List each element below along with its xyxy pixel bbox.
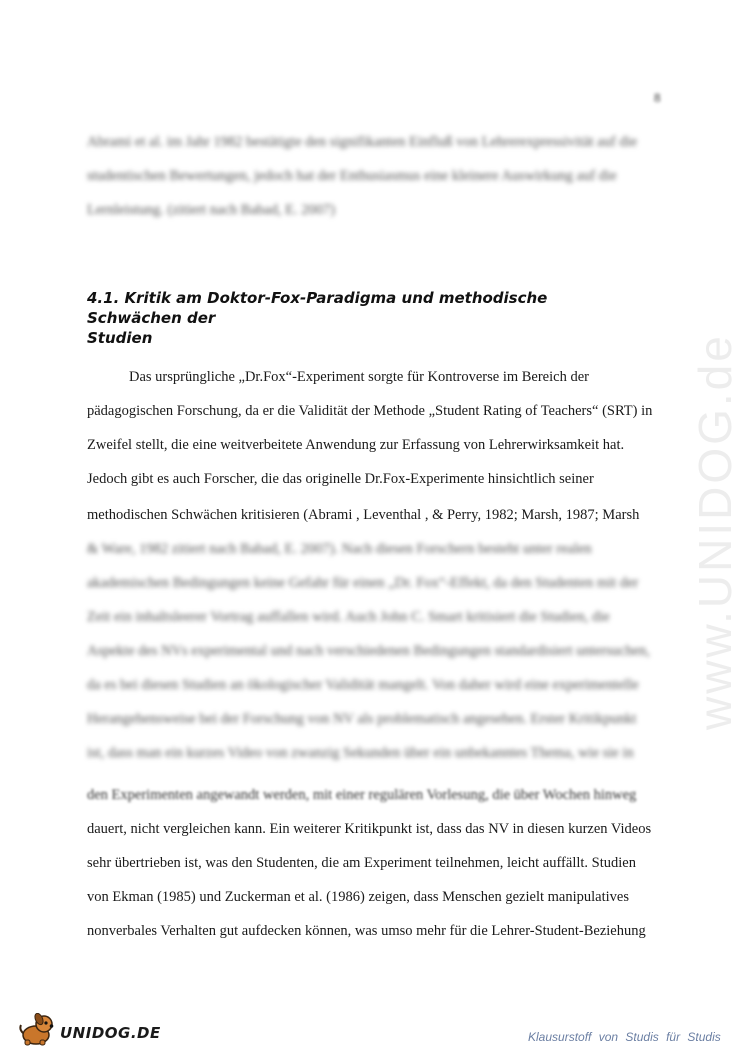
page-number: 8 <box>654 90 661 105</box>
section-heading <box>87 288 647 348</box>
text-line: Jedoch gibt es auch Forscher, die das originelle Dr.Fox-Experimente hinsichtlich seiner <box>87 471 594 487</box>
text-line: Herangehensweise bei der Forschung von NV als problematisch angesehen. Erster Kritikpunkt <box>87 711 637 727</box>
text-line: Das ursprüngliche „Dr.Fox“-Experiment sorgte für Kontroverse im Bereich der <box>129 369 589 385</box>
text-line: Lernleistung. (zitiert nach Babad, E. 2007) <box>87 202 336 218</box>
text-line: studentischen Bewertungen, jedoch hat der Enthusiasmus eine kleinere Auswirkung auf die <box>87 168 617 184</box>
logo-text: UNIDOG.DE <box>60 1023 161 1042</box>
footer-tagline: Klausurstoff von Studis für Studis <box>528 1030 721 1044</box>
text-line: da es bei diesen Studien an ökologischer Validität mangelt. Von daher wird eine experimentelle <box>87 677 639 693</box>
text-line: von Ekman (1985) und Zuckerman et al. (1986) zeigen, dass Menschen gezielt manipulatives <box>87 889 629 905</box>
text-line: nonverbales Verhalten gut aufdecken können, was umso mehr für die Lehrer-Student-Beziehung <box>87 923 646 939</box>
watermark: www.UNIDOG.de <box>689 333 741 730</box>
text-line: & Ware, 1982 zitiert nach Babad, E. 2007). Nach diesen Forschern besteht unter realen <box>87 541 592 557</box>
heading-line: Studien <box>87 329 153 347</box>
footer-logo[interactable] <box>18 1013 161 1052</box>
text-line: pädagogischen Forschung, da er die Validität der Methode „Student Rating of Teachers“ (SRT) in <box>87 403 653 419</box>
text-line: dauert, nicht vergleichen kann. Ein weiterer Kritikpunkt ist, dass das NV in diesen kurzen Videos <box>87 821 652 837</box>
text-line: Aspekte des NVs experimental und nach verschiedenen Bedingungen standardisiert untersuchen, <box>87 643 650 659</box>
text-line: methodischen Schwächen kritisieren (Abrami , Leventhal , & Perry, 1982; Marsh, 1987; Marsh <box>87 507 640 523</box>
text-line: Zweifel stellt, die eine weitverbeitete Anwendung zur Erfassung von Lehrerwirksamkeit hat. <box>87 437 625 453</box>
text-line: sehr übertrieben ist, was den Studenten, die am Experiment teilnehmen, leicht auffällt. Studien <box>87 855 636 871</box>
text-line: akademischen Bedingungen keine Gefahr für einen „Dr. Fox“-Effekt, da den Studenten mit der <box>87 575 639 591</box>
text-line: ist, dass man ein kurzes Video von zwanzig Sekunden über ein unbekanntes Thema, wie sie in <box>87 745 634 761</box>
text-line: Zeit ein inhaltsleerer Vortrag auffallen wird. Auch John C. Smart kritisiert die Studien, die <box>87 609 610 625</box>
heading-line: 4.1. Kritik am Doktor-Fox-Paradigma und methodische Schwächen der <box>87 289 548 327</box>
text-line: den Experimenten angewandt werden, mit einer regulären Vorlesung, die über Wochen hinweg <box>87 787 637 803</box>
text-line: Abrami et al. im Jahr 1982 bestätigte den signifikanten Einfluß von Lehrerexpressivität auf die <box>87 134 638 150</box>
dog-mascot-icon <box>18 1013 58 1052</box>
